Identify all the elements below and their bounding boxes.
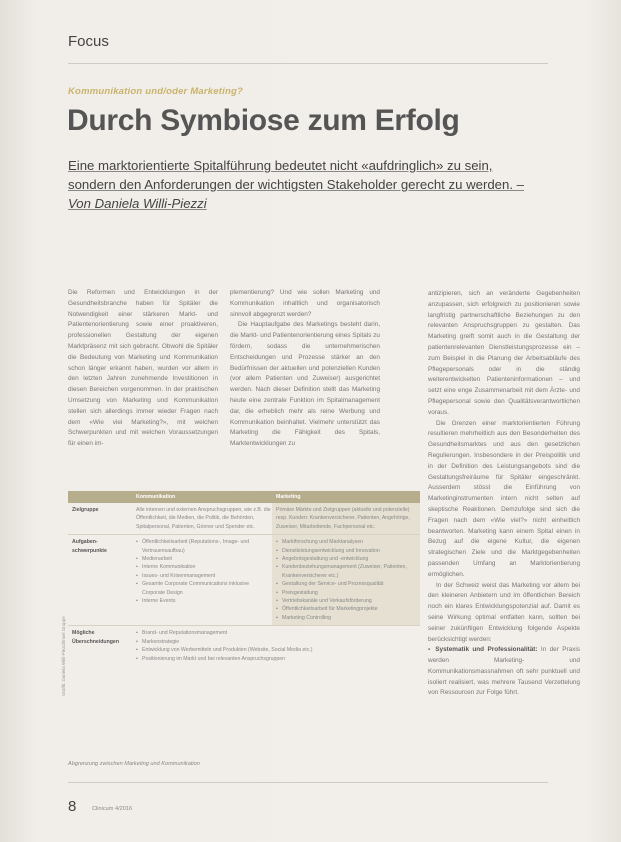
list-item: ▪ Gestaltung der Service- und Prozessqualität <box>276 581 384 588</box>
list-item: ▪ Interne Events <box>136 598 176 605</box>
list-item: ▪ Gesamte Corporate Communications inklusive Corporate Design <box>136 581 249 596</box>
list-item: ▪ Vertriebskanäle und Verkaufsförderung <box>276 598 372 605</box>
list-item: ▪ Dienstleistungsentwicklung und Innovation <box>276 547 380 554</box>
body-column-2 <box>230 288 380 450</box>
table-row <box>68 535 420 626</box>
list-item: ▪ Preisgestaltung <box>276 589 318 596</box>
list-item: ▪ Positionierung im Markt und bei relevanten Anspruchsgruppen <box>136 655 286 662</box>
list-item: ▪ Öffentlichkeitsarbeit (Reputations-, Image- und Vertrauensaufbau) <box>136 539 250 554</box>
table-row <box>68 503 420 535</box>
bullet-label: Systematik und Professionalität: <box>435 646 538 654</box>
body-paragraph: Die Grenzen einer marktorientierten Führung resultieren mehrheitlich aus den Besonderheiten des Gesundheitsmarktes und aus den gesetzlichen Regulierungen. Insbesondere in der Preispolitik und in der Definition des Leistungsangebots sind die Gestaltungsfreiräume für Spitäler eingeschränkt. Ausserdem stösst die Einführung von Marketinginstrumenten intern nicht selten auf skeptische Reaktionen. Demzufolge sind sich die Fragen nach dem «Wie viel?» nicht einheitlich beantworten. Marketing kann einem Spital einen in Bezug auf die eigene Kultur, die eigenen strategischen Ziele und die Marktgegebenheiten passenden Umfang an Marktorientierung ermöglichen. <box>428 419 580 578</box>
list-item: ▪ Angebotsgestaltung und -entwicklung <box>276 556 369 563</box>
table-row <box>68 626 420 666</box>
lead-line-1: Eine marktorientierte Spitalführung bedeutet nicht «aufdringlich» zu sein, <box>68 158 493 173</box>
row-label: Mögliche Überschneidungen <box>72 630 119 645</box>
header-divider <box>68 63 548 64</box>
list-item: ▪ Entwicklung von Werbemitteln und Produkten (Website, Social Media etc.) <box>136 647 313 654</box>
table-cell: Primäre Märkte und Zielgruppen (aktuelle und potenzielle) resp. Kunden: Krankenversicherer, Patienten, Angehörige, Zuweiser, Mitarbeitende, Fachpersonal etc. <box>272 503 420 534</box>
article-headline: Durch Symbiose zum Erfolg <box>67 104 460 137</box>
comparison-table <box>68 491 420 666</box>
footer-divider <box>68 782 548 783</box>
body-paragraph: Die Reformen und Entwicklungen in der Gesundheitsbranche haben für Spitäler die Notwendigkeit einer stärkeren Markt- und Patientenorientierung sowie einer proaktiveren, professionellen Gestaltung der eigenen Marktpräsenz mit sich gebracht. Obwohl die Spitäler die Bedeutung von Marketing und Kommunikation schon länger erkannt haben, wurden vor allem in den letzten Jahren zunehmende Investitionen in diesen Bereichen vorgenommen. In der praktischen Umsetzung von Marketing und Kommunikation stellen sich allerdings immer wieder Fragen nach dem «Wie viel Marketing?», mit welchen Schwerpunkten und mit welchen Voraussetzungen für einen im- <box>68 289 218 448</box>
page-number: 8 <box>68 798 77 815</box>
list-item: ▪ Interne Kommunikation <box>136 564 196 571</box>
bullet-item: ▪ Systematik und Professionalität: In der Praxis werden Marketing- und Kommunikationsmassnahmen oft sehr punktuell und isoliert realisiert, was mehrere Tausend Verzettelung von Ressourcen zur Folge führt. <box>428 646 580 697</box>
magazine-issue: Clinicum 4/2016 <box>92 806 133 812</box>
author-byline: Von Daniela Willi-Piezzi <box>68 196 207 211</box>
body-column-3 <box>428 289 580 699</box>
list-item: ▪ Issues- und Krisenmanagement <box>136 572 216 579</box>
row-label: Aufgaben-schwerpunkte <box>72 539 107 554</box>
table-header: Kommunikation <box>136 493 176 500</box>
table-cell: Alle internen und externen Anspruchsgruppen, wie z.B. die Öffentlichkeit, die Medien, die Politik, die Behörden, Spitalpersonal, Patienten, Gönner und Spender etc. <box>136 507 271 530</box>
table-cell <box>272 535 420 625</box>
image-credit: Grafik: Daniela Willi-Piezzi/Insel Gruppe <box>61 616 66 696</box>
table-caption: Abgrenzung zwischen Marketing und Kommunikation <box>68 761 200 767</box>
bullet-text: In der Praxis werden Marketing- und Kommunikationsmassnahmen oft sehr punktuell und isoliert realisiert, was mehrere Tausend Verzettelung von Ressourcen zur Folge führt. <box>428 646 580 697</box>
list-item: ▪ Öffentlichkeitsarbeit für Marketingprojekte <box>276 606 378 613</box>
lead-line-2: sondern den Anforderungen der wichtigsten Stakeholder gerecht zu werden. – <box>68 177 524 192</box>
section-label: Focus <box>68 33 109 50</box>
body-paragraph: plementierung? Und wie sollen Marketing und Kommunikation inhaltlich und organisatorisch sinnvoll abgegrenzt werden? <box>230 289 380 318</box>
table-header: Marketing <box>276 493 301 500</box>
list-item: ▪ Kundenbeziehungsmanagement (Zuweiser, Patienten, Krankenversicherer etc.) <box>276 564 407 579</box>
table-cell <box>132 626 420 666</box>
list-item: ▪ Markenstrategie <box>136 638 180 645</box>
list-item: ▪ Medienarbeit <box>136 556 172 563</box>
body-paragraph: Die Hauptaufgabe des Marketings besteht darin, die Markt- und Patientenorientierung eines Spitals zu fördern, sodass die unternehmerischen Entscheidungen und Prozesse stärker an den Bedürfnissen der aktuellen und potenziellen Kunden (vor allem Patienten und Zuweiser) ausgerichtet werden. Nach dieser Definition stellt das Marketing heute eine zentrale Funktion im Spitalmanagement dar, die erheblich mehr als reine Werbung und Kommunikation beinhaltet. Vielmehr unterstützt das Marketing die Fähigkeit des Spitals, Marktentwicklungen zu <box>230 321 380 448</box>
article-kicker: Kommunikation und/oder Marketing? <box>68 86 243 97</box>
table-header-row <box>68 491 420 503</box>
row-label: Zielgruppe <box>72 507 99 513</box>
body-paragraph: antizipieren, sich an veränderte Gegebenheiten anzupassen, sich erfolgreich zu positionieren sowie langfristig partnerschaftliche Beziehungen zu den relevanten Anspruchsgruppen zu gestalten. Das Marketing greift somit auch in die Gestaltung der patientenrelevanten Dienstleistungsprozesse ein – zum Beispiel in die Planung der Arbeitsabläufe des Pflegepersonals oder in die ständig weiterentwickelten Patienteninformationen – und setzt eine enge Zusammenarbeit mit dem Ärzte- und Pflegepersonal sowie den Qualitätsverantwortlichen voraus. <box>428 290 580 416</box>
body-paragraph: In der Schweiz weist das Marketing vor allem bei den kleineren Anbietern und im öffentlichen Bereich noch ein klares Entwicklungspotenzial auf. Damit es seine Wirkung optimal entfalten kann, sollten bei seiner zukünftigen Entwicklung folgende Aspekte berücksichtigt werden: <box>428 581 580 643</box>
list-item: ▪ Marktforschung und Marktanalysen <box>276 539 364 546</box>
list-item: ▪ Brand- und Reputationsmanagement <box>136 630 228 637</box>
article-lead <box>68 156 548 213</box>
table-cell <box>132 535 272 625</box>
body-column-1 <box>68 288 218 450</box>
list-item: ▪ Marketing Controlling <box>276 614 332 621</box>
